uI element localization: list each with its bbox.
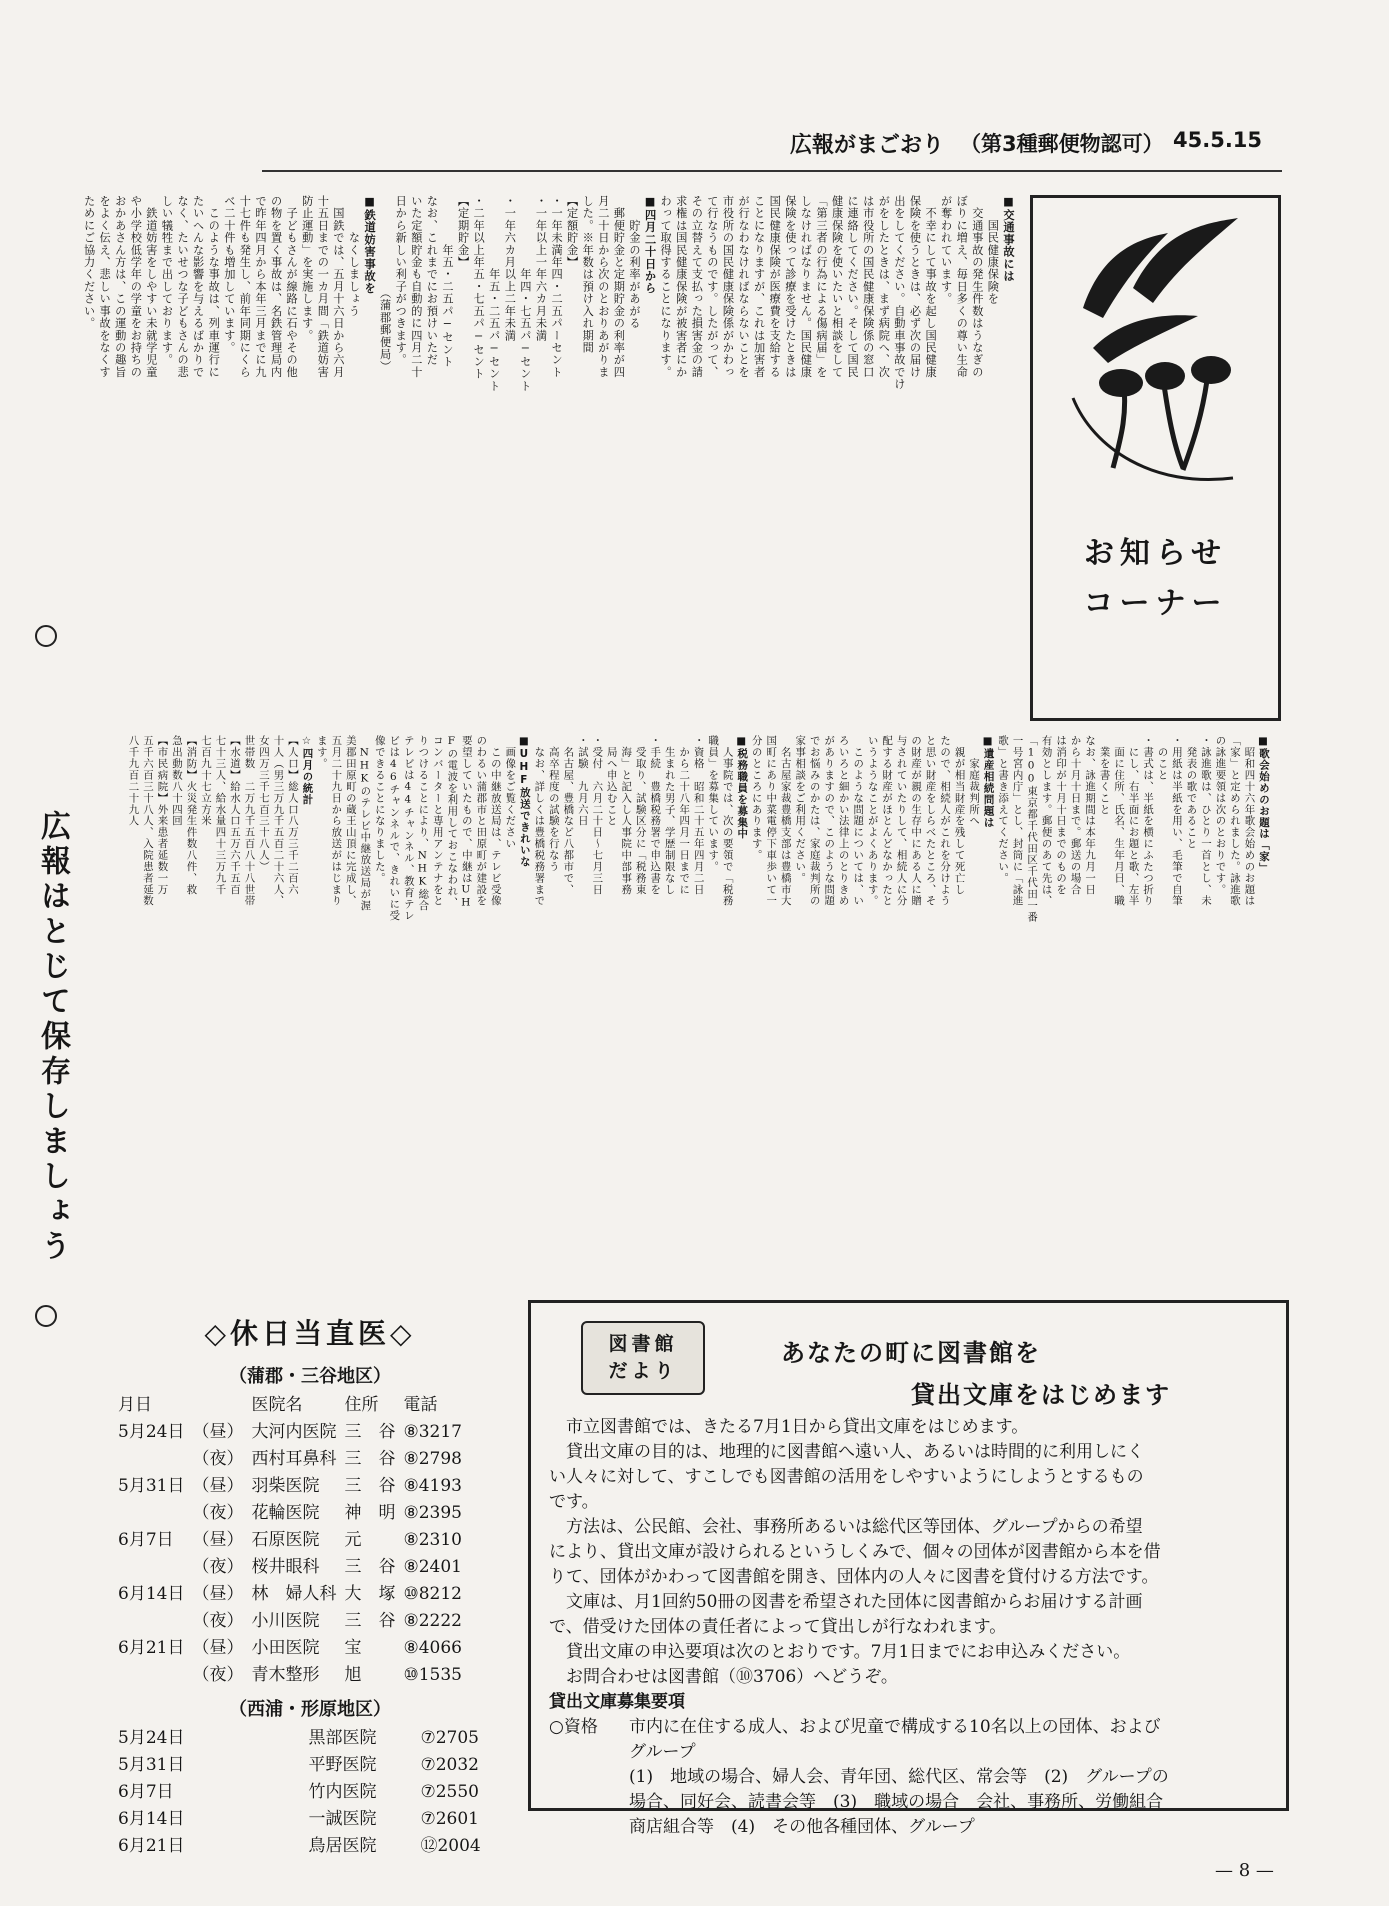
table-cell: 羽柴医院 [251, 1476, 320, 1496]
text-column: 国民健康保険が医療費を支給する [768, 195, 782, 379]
text-column: 人事院では、次の要領で「税務 [720, 735, 733, 907]
table-cell [114, 1608, 188, 1635]
text-column: Fの電波を利用しておこなわれ、 [445, 735, 458, 909]
library-paragraph: 市立図書館では、きたる7月1日から貸出文庫をはじめます。 [549, 1417, 1029, 1437]
table-cell [114, 1500, 188, 1527]
text-column: 昭和四十六年歌会始めのお題は [1242, 735, 1255, 907]
table-cell: 三 谷 [344, 1449, 396, 1469]
table-cell: 鳥居医院 [308, 1836, 377, 1856]
table-cell: （夜） [192, 1557, 244, 1577]
text-column: 防止運動」を実施します。 [300, 195, 314, 342]
table-cell: ⑧2401 [403, 1557, 462, 1577]
table-cell: ⑩1535 [403, 1665, 462, 1685]
text-column: 国町にあり中菜電停下車歩いて一 [764, 735, 777, 907]
text-column: 名古屋、豊橋など八都市で、 [561, 735, 574, 896]
text-column: しい犠牲まで出しております。 [160, 195, 174, 367]
side-slogan: 広報はとじて保存しましょう [35, 810, 70, 1265]
qualification-text: 市内に在住する成人、および児童で構成する10名以上の団体、および [629, 1717, 1161, 1737]
text-column: ことになりますが、これは加害者 [752, 195, 766, 379]
text-column: は市役所の国民健康保険係の窓口 [861, 195, 875, 379]
text-column: 職員」を募集しています。 [706, 735, 719, 873]
qualification-line [549, 1740, 1274, 1765]
text-column: 受取り、試験区分に「税務東 [633, 735, 646, 896]
text-column: の物を置く事故は、名鉄管理局内 [269, 195, 283, 379]
library-headline-1: あなたの町に図書館を [781, 1339, 1041, 1367]
text-column: たので、相続人がこれを分けよう [938, 735, 951, 907]
text-column: なくしましょう [347, 195, 361, 318]
text-column: 「家」と定められました。詠進歌 [1228, 735, 1240, 907]
table-cell: （昼） [192, 1584, 244, 1604]
text-column: 年五・二五パ−セント [487, 195, 501, 393]
text-column: 月二十日から次のとおりあがりま [596, 195, 610, 379]
text-column: りつけることにより、NHK総合 [416, 735, 429, 912]
library-paragraph: で、借受けた団体の責任者によって貸出しが行なわれます。 [549, 1617, 1007, 1637]
table-cell: 石原医院 [251, 1530, 320, 1550]
table-cell: 元 [344, 1530, 362, 1550]
text-column: ■遺産相続問題は [981, 735, 994, 829]
table-row [114, 1500, 466, 1527]
text-column: べ二十件も増加しています。 [222, 195, 236, 354]
text-column: しなければなりません。国民健康 [799, 195, 813, 379]
corner-title-2: コーナー [1083, 586, 1228, 621]
text-column: 面に住所、氏名、生年月日、職 [1112, 735, 1125, 907]
text-column: 発表の歌であること [1184, 735, 1197, 850]
text-column: 局へ申込むこと [604, 735, 617, 827]
table-cell: ⑦2601 [420, 1809, 479, 1829]
text-column: ・一年以上一年六カ月未満 [534, 195, 548, 342]
table-cell: ⑧2310 [403, 1530, 462, 1550]
table-cell: 黒部医院 [308, 1728, 377, 1748]
table-row [114, 1662, 466, 1689]
library-paragraph: 貸出文庫の目的は、地理的に図書館へ遠い人、あるいは時間的に利用しにく [549, 1442, 1144, 1462]
text-column: （蒲郡郵便局） [378, 195, 392, 373]
qualification-text: グループ [629, 1742, 696, 1762]
table-cell: 平野医院 [308, 1755, 377, 1775]
text-column: 家庭裁判所へ [967, 735, 980, 827]
doctors-table-2 [114, 1725, 485, 1860]
text-column: 一号宮内庁」とし、封筒に「詠進 [1010, 735, 1023, 907]
text-column: たいへんな影響を与えるばかりで [191, 195, 205, 379]
text-column: 「第三者の行為による傷病届」を [814, 195, 828, 379]
text-column: ■四月二十日から [643, 195, 657, 295]
text-column: ろいろと細かい法律上のとりきめ [836, 735, 849, 907]
text-column: ■鉄道妨害事故を [363, 195, 377, 295]
table-cell: 小田医院 [251, 1638, 320, 1658]
table-cell: 旭 [344, 1665, 362, 1685]
table-cell: ⑧2798 [403, 1449, 462, 1469]
library-subhead: 貸出文庫募集要項 [549, 1692, 685, 1712]
text-column: 【定額貯金】 [565, 195, 579, 269]
table-cell: 小川医院 [251, 1611, 320, 1631]
text-column: 要望していたもので、中継はUH [459, 735, 472, 910]
table-row [114, 1527, 466, 1554]
text-column: 親が相当財産を残して死亡し [952, 735, 965, 896]
library-paragraph: い人々に対して、すこしでも図書館の活用をしやすいようにしようとするもの [549, 1467, 1144, 1487]
area-2-label: （西浦・形原地区） [229, 1699, 391, 1720]
table-cell: 花輪医院 [251, 1503, 320, 1523]
text-column: ・用紙は半紙を用い、毛筆で自筆 [1170, 735, 1183, 907]
binding-hole-2 [35, 1305, 57, 1327]
table-cell: （昼） [192, 1476, 244, 1496]
text-column: ・一年未満年四・二五パーセント [550, 195, 564, 379]
text-column: 不幸にして事故を起し国民健康 [924, 195, 938, 379]
qualification-text: (1) 地域の場合、婦人会、青年団、総代区、常会等 (2) グループの [629, 1767, 1169, 1787]
text-column: がありますので、このような問題 [822, 735, 835, 907]
text-column: 【消防】火災発生件数八件、救 [184, 735, 197, 896]
table-row [114, 1779, 485, 1806]
text-column: 国民健康保険を [986, 195, 1000, 305]
text-column: した。※年数は預け入れ期間 [581, 195, 595, 354]
table-cell: ⑦2705 [420, 1728, 479, 1748]
qualification-line [549, 1765, 1274, 1790]
text-column: ・一年六カ月以上二年未満 [503, 195, 517, 342]
table-cell: 一誠医院 [308, 1809, 377, 1829]
issue-date: 45.5.15 [1173, 128, 1263, 152]
text-column: 交通事故の発生件数はうなぎの [970, 195, 984, 379]
text-column: 像できることになりました。 [372, 735, 385, 884]
library-body [549, 1415, 1274, 1840]
text-column: のこと [1155, 735, 1168, 781]
text-column: ・書式は、半紙を横にふたつ折り [1141, 735, 1154, 907]
table-cell [114, 1662, 188, 1689]
qualification-line [549, 1815, 1274, 1840]
text-column: 七十三人、給水量四十三万九千 [213, 735, 226, 896]
table-row [114, 1833, 485, 1860]
text-column: 与されていたりして、相続人に分 [894, 735, 907, 907]
text-column: 家事相談をご利用ください。 [793, 735, 806, 884]
text-column: 保険を使うときは、必ず次の届け [908, 195, 922, 379]
postal-permit: （第3種郵便物認可） [960, 132, 1164, 156]
text-column: ・受付 六月二十日〜七月三日 [590, 735, 603, 896]
text-column: 国鉄では、五月十六日から六月 [331, 195, 345, 379]
table-row [114, 1752, 485, 1779]
text-column: テレビは44チャンネル、教育テレ [401, 735, 414, 922]
text-column: 五千六百三十八人、入院患者延数 [140, 735, 153, 907]
table-cell: 6月7日 [118, 1782, 174, 1802]
qualification-text: 場合、同好会、読書会等 (3) 職域の場合 会社、事務所、労働組合 [629, 1792, 1164, 1812]
text-column: 年五・二五パ−セント [440, 195, 454, 368]
table-cell [114, 1446, 188, 1473]
text-column: 【定期貯金】 [456, 195, 470, 269]
text-column: ■税務職員を募集中 [735, 735, 748, 840]
table-cell: ⑩8212 [403, 1584, 462, 1604]
text-column: わって取得することになります。 [659, 195, 673, 379]
text-column: ためにご協力ください。 [82, 195, 96, 330]
text-column: 保険を使って診療を受けたときは [783, 195, 797, 379]
table-cell: 神 明 [344, 1503, 396, 1523]
library-paragraph: により、貸出文庫が設けられるというしくみで、個々の団体が図書館から本を借 [549, 1542, 1161, 1562]
text-column: が行なわなければならないことを [737, 195, 751, 379]
library-paragraph: りて、団体がかわって図書館を開き、団体内の人々に図書を貸付ける方法です。 [549, 1567, 1159, 1587]
text-column: 出をしてください。自動車事故でけ [892, 195, 906, 391]
text-column: なお、これまでにお預けいただ [425, 195, 439, 367]
text-column: 郵便貯金と定期貯金の利率が四 [612, 195, 626, 379]
text-column: ます。 [314, 735, 327, 770]
text-column: から十月十日まで。郵送の場合 [1068, 735, 1081, 896]
text-column: なく、たいせつな子どもさんの悲 [176, 195, 190, 379]
table-cell: 5月31日 [118, 1755, 185, 1775]
text-column: 【市民病院】外来患者延数一万 [155, 735, 168, 896]
text-column: ・二年以上年五・七五パ−セント [472, 195, 486, 381]
text-column: 有効とします。郵便のあて先は、 [1039, 735, 1052, 907]
badge-line-1: 図書館 [608, 1333, 678, 1355]
text-column: に連絡してください。そして国民 [846, 195, 860, 379]
text-column: 五月二十九日から放送がはじまり [329, 735, 342, 907]
table-header [114, 1392, 466, 1419]
table-cell: ⑦2032 [420, 1755, 479, 1775]
badge-line-2: だより [608, 1360, 678, 1382]
table-cell [114, 1554, 188, 1581]
text-column: から二十八年四月一日までに [677, 735, 690, 896]
notice-corner-box [1030, 195, 1281, 721]
library-paragraph: 方法は、公民館、会社、事務所あるいは総代区等団体、グループからの希望 [549, 1517, 1143, 1537]
table-cell: ⑧2222 [403, 1611, 462, 1631]
text-column: このような事故は、列車運行に [207, 195, 221, 379]
library-headline-2: 貸出文庫をはじめます [911, 1381, 1171, 1409]
text-column: いた定額貯金も自動的に四月二十 [409, 195, 423, 379]
table-row [114, 1419, 466, 1446]
holiday-doctors-section [100, 1300, 520, 1856]
column-header: 電話 [403, 1395, 438, 1415]
library-paragraph: です。 [549, 1492, 599, 1512]
table-cell: ⑧4066 [403, 1638, 462, 1658]
table-cell: ⑧2395 [403, 1503, 462, 1523]
column-header: 月日 [118, 1395, 152, 1415]
table-cell: 青木整形 [251, 1665, 320, 1685]
text-column: でお悩みのかたは、家庭裁判所の [807, 735, 820, 907]
table-cell: 三 谷 [344, 1422, 396, 1442]
table-cell: （昼） [192, 1638, 244, 1658]
text-column: ・詠進歌は、ひとり一首とし、未 [1199, 735, 1212, 907]
text-column: 十人（男三万九千五百二十六人、 [271, 735, 284, 907]
text-column: 求権は国民健康保険が被害者にか [674, 195, 688, 379]
text-column: 年四・七五パ−セント [518, 195, 532, 393]
table-cell: 5月24日 [118, 1422, 185, 1442]
table-cell: 三 谷 [344, 1557, 396, 1577]
text-column: 配する財産がほとんどなかったと [880, 735, 893, 907]
text-column: なお、詠進期間は本年九月一日 [1083, 735, 1096, 896]
library-paragraph: お問合わせは図書館（⑩3706）へどうぞ。 [549, 1667, 898, 1687]
text-column: がをしたときは、まず病院へ、次 [877, 195, 891, 379]
text-column: 名古屋家裁豊橋支部は豊橋市大 [778, 735, 791, 907]
qualification-line [549, 1715, 1274, 1740]
iris-illustration [1033, 198, 1278, 498]
table-cell: ⑫2004 [420, 1836, 481, 1856]
table-row [114, 1725, 485, 1752]
table-row [114, 1806, 485, 1833]
text-column: なお、詳しくは豊橋税務署まで [532, 735, 545, 907]
lower-articles [126, 735, 1280, 1280]
column-header: 医院名 [251, 1395, 303, 1415]
text-column: 日から新しい利子がつきます。 [394, 195, 408, 367]
table-cell: （夜） [192, 1665, 244, 1685]
column-header [188, 1392, 247, 1419]
text-column: 海」と記入し人事院中部事務 [619, 735, 632, 896]
text-column: ☆四月の統計 [300, 735, 313, 806]
text-column: 七百九十七立方米 [198, 735, 211, 827]
table-cell: 三 谷 [344, 1611, 396, 1631]
text-column: 急出動数八十四回 [169, 735, 182, 827]
table-cell: 大 塚 [344, 1584, 396, 1604]
text-column: この中継放送局は、テレビ受像 [488, 735, 501, 907]
text-column: のわるい蒲郡市と田原町が建設を [474, 735, 487, 907]
table-cell: ⑧3217 [403, 1422, 462, 1442]
text-column: が奪われています。 [939, 195, 953, 305]
text-column: 「100東京都千代田区千代田一番 [1025, 735, 1038, 923]
doctors-title: ◇休日当直医◇ [204, 1317, 416, 1350]
table-cell: （夜） [192, 1449, 244, 1469]
text-column: で昨年四月から本年三月までに九 [253, 195, 267, 379]
table-cell: （昼） [192, 1530, 244, 1550]
text-column: ・手続 豊橋税務署で申込書を [648, 735, 661, 896]
table-cell: 5月24日 [118, 1728, 185, 1748]
text-column: ぼりに増え、毎日多くの尊い生命 [955, 195, 969, 379]
library-notice-box [528, 1300, 1289, 1837]
table-cell: 宝 [344, 1638, 362, 1658]
qualification-label: ○資格 [549, 1717, 598, 1737]
text-column: の詠進要領は次のとおりです。 [1213, 735, 1226, 896]
table-cell: 西村耳鼻科 [251, 1449, 337, 1469]
text-column: 分のところにあります。 [749, 735, 762, 861]
table-cell: 大河内医院 [251, 1422, 337, 1442]
text-column: 健康保険を使いたいと相談をして [830, 195, 844, 379]
text-column: 子どもさんが線路に石やその他 [285, 195, 299, 379]
text-column: 美郡田原町の蔵王山頂に完成し、 [343, 735, 356, 907]
corner-title-1: お知らせ [1083, 536, 1228, 571]
table-cell: 桜井眼科 [251, 1557, 320, 1577]
text-column: ■交通事故には [1001, 195, 1015, 283]
area-1-label: （蒲郡・三谷地区） [229, 1366, 391, 1387]
text-column: コンバーターと専用アンテナをと [430, 735, 443, 907]
header-rule [262, 170, 1282, 172]
library-badge [581, 1321, 705, 1395]
text-column: 生まれた男子、学歴制限なし [662, 735, 675, 896]
table-row [114, 1608, 466, 1635]
text-column: おかあさん方は、この運動の趣旨 [113, 195, 127, 379]
text-column: ■UHF放送できれいな [517, 735, 530, 868]
qualification-line [549, 1790, 1274, 1815]
qualification-text: 商店組合等 (4) その他各種団体、グループ [629, 1817, 975, 1837]
text-column: をよく伝え、悲しい事故をなくす [98, 195, 112, 379]
text-column: 【人口】総人口八万三千二百六 [285, 735, 298, 896]
text-column: や小学校低学年の学童をお持ちの [129, 195, 143, 379]
library-paragraph: 貸出文庫の申込要項は次のとおりです。7月1日までにお申込みください。 [549, 1642, 1131, 1662]
table-cell: 6月21日 [118, 1638, 185, 1658]
text-column: 世帯数 二万九千五百八十八世帯 [242, 735, 255, 907]
table-cell: （昼） [192, 1422, 244, 1442]
text-column: ビは46チャンネルで、きれいに受 [387, 735, 400, 922]
text-column: いうようなことがよくあります。 [865, 735, 878, 907]
text-column: ・資格 昭和二十五年四月二日 [691, 735, 704, 896]
text-column: と思い財産をしらべたところ、そ [923, 735, 936, 907]
upper-articles [82, 195, 1025, 715]
text-column: 鉄道妨害をしやすい未就学児童 [144, 195, 158, 379]
text-column: にし、右半面にお題と歌、左半 [1126, 735, 1139, 907]
text-column: 十七件も発生し、前年同期にくら [238, 195, 252, 379]
text-column: 歌」と書き添えてください。 [996, 735, 1009, 884]
text-column: 【水道】給水人口五万六千五百 [227, 735, 240, 896]
text-column: の財産が親の生存中にある人に贈 [909, 735, 922, 907]
table-row [114, 1473, 466, 1500]
text-column: 高卒程度の試験を行なう [546, 735, 559, 873]
doctors-table-1 [114, 1392, 466, 1689]
text-column: 市役所の国民健康保険係がかわっ [721, 195, 735, 379]
table-row [114, 1554, 466, 1581]
table-cell: 6月14日 [118, 1584, 185, 1604]
text-column: NHKのテレビ中継放送局が渥 [358, 735, 371, 912]
table-cell: 林 婦人科 [251, 1584, 337, 1604]
text-column: 女四万三千七百三十八人） [256, 735, 269, 873]
table-row [114, 1635, 466, 1662]
table-row [114, 1446, 466, 1473]
table-cell: ⑦2550 [420, 1782, 479, 1802]
text-column: ・試験 九月六日 [575, 735, 588, 827]
library-paragraph: 文庫は、月1回約50冊の図書を希望された団体に図書館からお届けする計画 [549, 1592, 1143, 1612]
table-cell: （夜） [192, 1503, 244, 1523]
table-cell: ⑧4193 [403, 1476, 462, 1496]
page-number: — 8 — [1215, 1860, 1274, 1881]
text-column: 業を書くこと [1097, 735, 1110, 816]
text-column: は消印が十月十日までのものを [1054, 735, 1067, 896]
text-column: 八千九百二十九人 [126, 735, 139, 827]
binding-hole-1 [35, 625, 57, 647]
text-column: て行なうものです。したがって、 [705, 195, 719, 379]
table-cell: 三 谷 [344, 1476, 396, 1496]
table-cell: 6月21日 [118, 1836, 185, 1856]
table-cell: 6月14日 [118, 1809, 185, 1829]
table-cell: 竹内医院 [308, 1782, 377, 1802]
text-column: 画像をご覧ください [503, 735, 516, 850]
table-row [114, 1581, 466, 1608]
text-column: このような問題については、い [851, 735, 864, 907]
masthead: 広報がまごおり [790, 133, 945, 158]
table-cell: （夜） [192, 1611, 244, 1631]
text-column: ■歌会始めのお題は「家」 [1256, 735, 1269, 874]
table-cell: 6月7日 [118, 1530, 174, 1550]
text-column: その立替えて支払った損害金の請 [690, 195, 704, 379]
text-column: 貯金の利率があがる [627, 195, 641, 330]
table-cell: 5月31日 [118, 1476, 185, 1496]
text-column: 十五日までの一カ月間「鉄道妨害 [316, 195, 330, 379]
column-header: 住所 [344, 1395, 379, 1415]
